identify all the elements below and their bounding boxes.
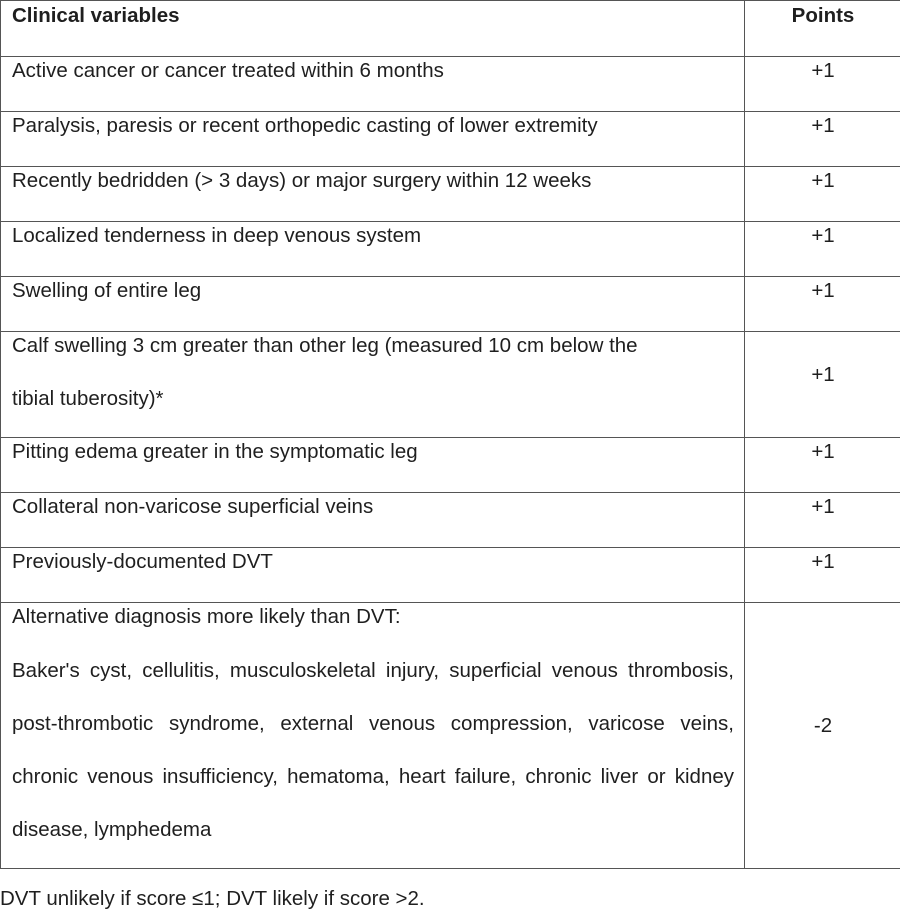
table-header-row [1,1,900,57]
variable-cell: Swelling of entire leg [1,277,745,332]
header-points: Points [745,1,900,57]
alternative-diagnosis-heading: Alternative diagnosis more likely than DVT: [12,605,401,628]
table-row [1,332,900,438]
table-row [1,438,900,493]
score-interpretation-note: DVT unlikely if score ≤1; DVT likely if score >2. [0,887,425,910]
points-cell: +1 [745,332,900,438]
variable-cell: Collateral non-varicose superficial veins [1,493,745,548]
variable-cell: Paralysis, paresis or recent orthopedic casting of lower extremity [1,112,745,167]
variable-cell: Recently bedridden (> 3 days) or major surgery within 12 weeks [1,167,745,222]
table-row [1,548,900,603]
header-clinical-variables: Clinical variables [1,1,745,57]
points-cell: +1 [745,548,900,603]
variable-cell: Active cancer or cancer treated within 6 months [1,57,745,112]
points-cell: +1 [745,438,900,493]
points-cell: +1 [745,57,900,112]
points-cell: +1 [745,277,900,332]
points-cell: +1 [745,493,900,548]
table-row [1,493,900,548]
variable-cell: Localized tenderness in deep venous system [1,222,745,277]
table-row [1,222,900,277]
variable-line: Calf swelling 3 cm greater than other leg (measured 10 cm below the [12,334,638,357]
variable-cell: Pitting edema greater in the symptomatic leg [1,438,745,493]
table-row [1,603,900,869]
alternative-diagnosis-list: Baker's cyst, cellulitis, musculoskeletal injury, superficial venous thrombosis, post-thrombotic syndrome, external venous compression, varicose veins, chronic venous insufficiency, hematoma, heart failure, chronic liver or kidney disease, lymphedema [12,659,734,841]
points-cell: +1 [745,222,900,277]
variable-cell [1,603,745,869]
variable-cell: Previously-documented DVT [1,548,745,603]
table-row [1,277,900,332]
points-cell: -2 [745,603,900,869]
table-row [1,112,900,167]
variable-cell [1,332,745,438]
table-row [1,57,900,112]
points-cell: +1 [745,112,900,167]
points-cell: +1 [745,167,900,222]
variable-line: tibial tuberosity)* [12,387,164,410]
table-row [1,167,900,222]
